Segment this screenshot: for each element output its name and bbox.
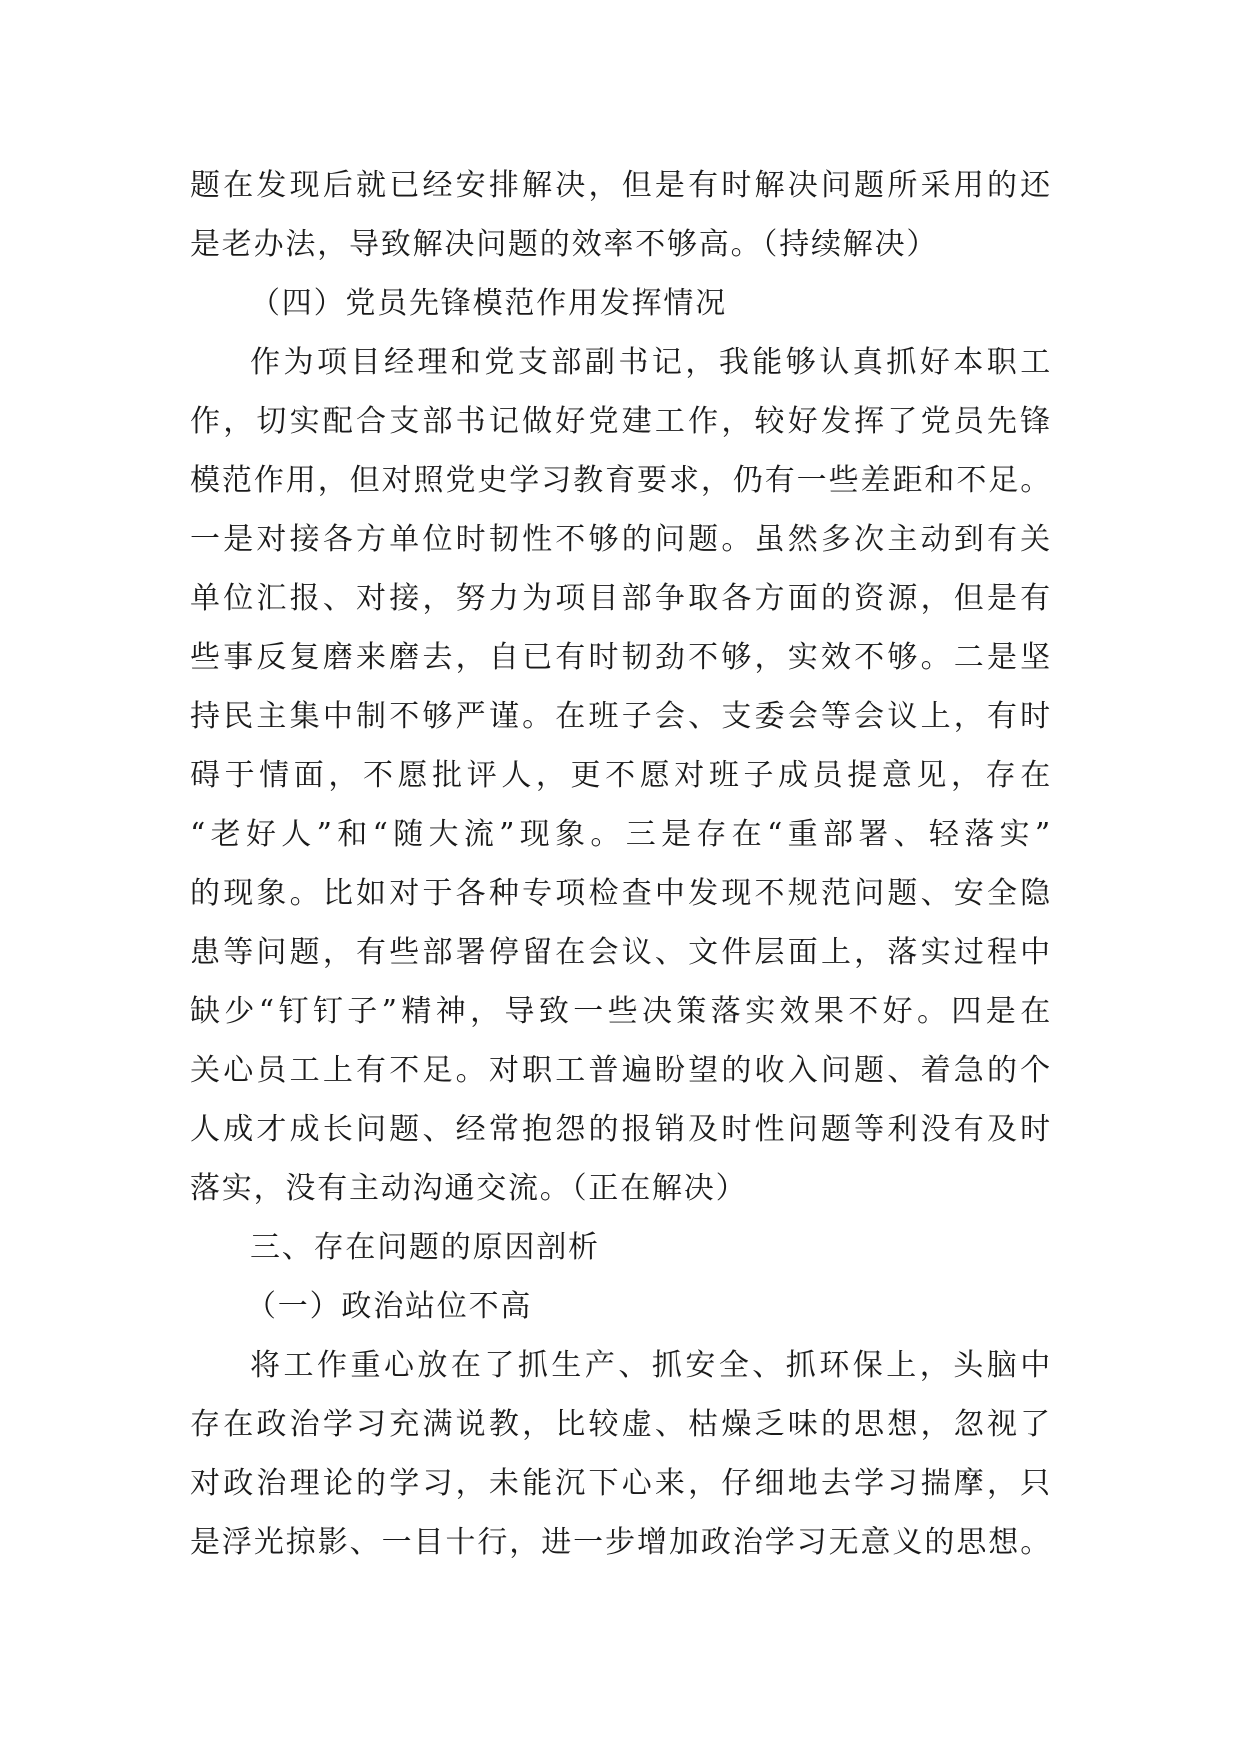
text-line: “老好人”和“随大流”现象。三是存在“重部署、轻落实” xyxy=(190,817,1052,852)
text-line: 是浮光掠影、一目十行，进一步增加政治学习无意义的思想。 xyxy=(190,1525,1052,1560)
text-line: 持民主集中制不够严谨。在班子会、支委会等会议上，有时 xyxy=(190,699,1052,734)
section-heading: 三、存在问题的原因剖析 xyxy=(250,1230,600,1265)
section-heading: （四）党员先锋模范作用发挥情况 xyxy=(250,286,727,321)
subsection-heading: （一）政治站位不高 xyxy=(246,1289,533,1324)
text-line: 缺少“钉钉子”精神，导致一些决策落实效果不好。四是在 xyxy=(190,994,1052,1029)
text-line: 人成才成长问题、经常抱怨的报销及时性问题等利没有及时 xyxy=(190,1112,1052,1147)
text-line: 题在发现后就已经安排解决，但是有时解决问题所采用的还 xyxy=(190,168,1052,203)
text-line: 作为项目经理和党支部副书记，我能够认真抓好本职工 xyxy=(250,345,1052,380)
text-line: 关心员工上有不足。对职工普遍盼望的收入问题、着急的个 xyxy=(190,1053,1052,1088)
text-line: 碍于情面，不愿批评人，更不愿对班子成员提意见，存在 xyxy=(190,758,1052,793)
text-line: 将工作重心放在了抓生产、抓安全、抓环保上，头脑中 xyxy=(250,1348,1052,1383)
text-line: 些事反复磨来磨去，自已有时韧劲不够，实效不够。二是坚 xyxy=(190,640,1052,675)
text-line: 是老办法，导致解决问题的效率不够高。（持续解决） xyxy=(190,227,939,262)
text-line: 模范作用，但对照党史学习教育要求，仍有一些差距和不足。 xyxy=(190,463,1052,498)
text-line: 对政治理论的学习，未能沉下心来，仔细地去学习揣摩，只 xyxy=(190,1466,1052,1501)
text-line: 患等问题，有些部署停留在会议、文件层面上，落实过程中 xyxy=(190,935,1052,970)
text-line: 作，切实配合支部书记做好党建工作，较好发挥了党员先锋 xyxy=(190,404,1052,439)
text-line: 的现象。比如对于各种专项检查中发现不规范问题、安全隐 xyxy=(190,876,1052,911)
text-line: 单位汇报、对接，努力为项目部争取各方面的资源，但是有 xyxy=(190,581,1052,616)
text-line: 存在政治学习充满说教，比较虚、枯燥乏味的思想，忽视了 xyxy=(190,1407,1052,1442)
text-line: 落实，没有主动沟通交流。（正在解决） xyxy=(190,1171,748,1206)
text-line: 一是对接各方单位时韧性不够的问题。虽然多次主动到有关 xyxy=(190,522,1052,557)
document-body xyxy=(190,156,1052,1572)
